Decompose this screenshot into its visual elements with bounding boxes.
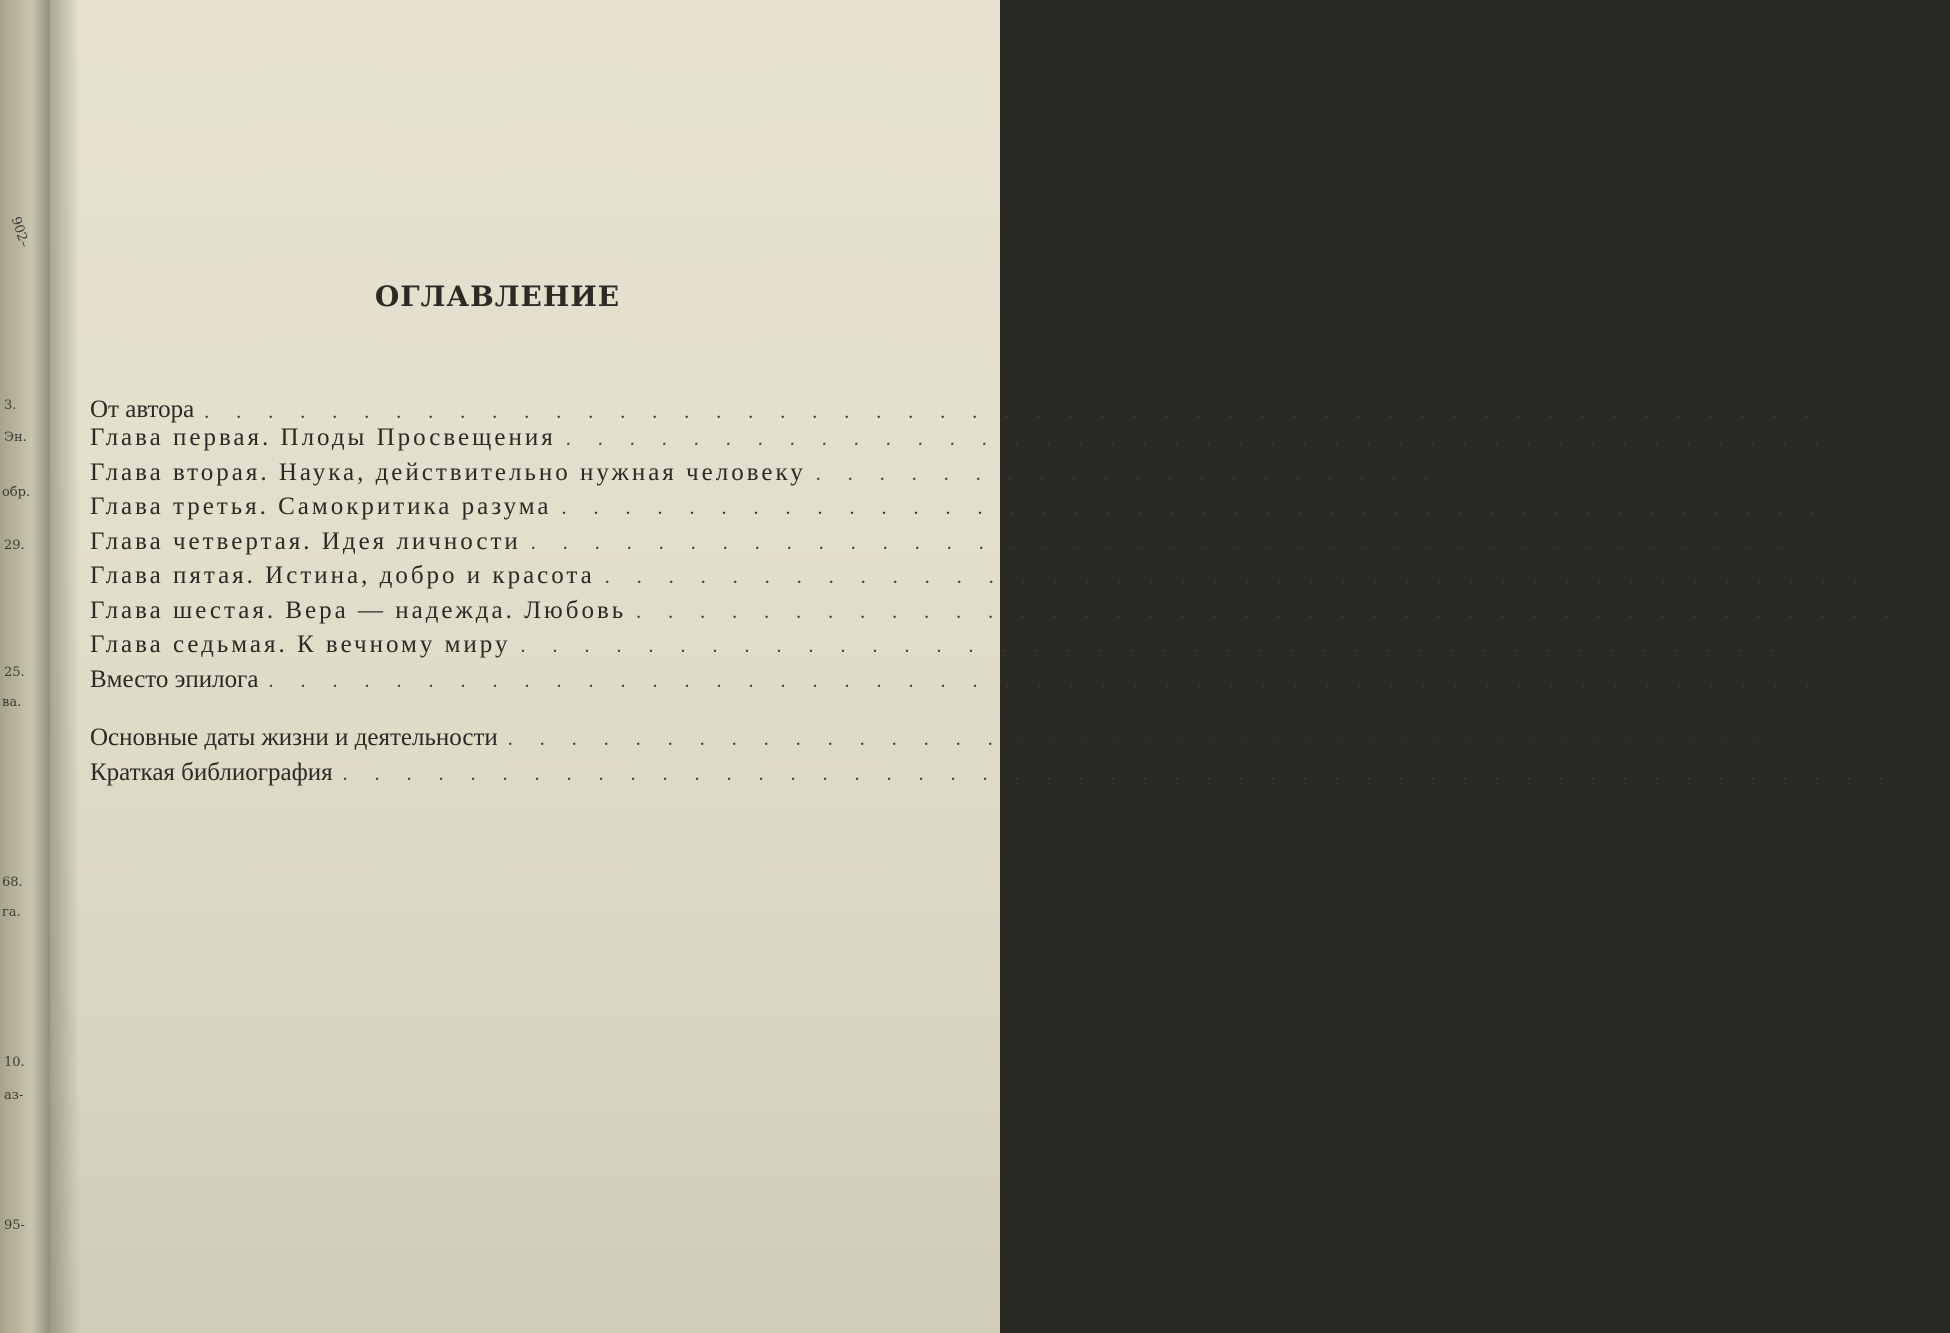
prev-page-fragment: 29. [4, 538, 25, 553]
toc-entry-label: Глава третья. Самокритика разума [90, 493, 552, 520]
prev-page-fragment: аз- [4, 1088, 24, 1103]
prev-page-fragment: обр. [2, 485, 31, 500]
toc-leader-dots: . . . . . . . . . . . . . . . . . . . . . . . . . . . . . . . . . . . . . . . . [604, 566, 1869, 588]
previous-page-edge [0, 0, 52, 1333]
prev-page-fragment: 95- [4, 1218, 25, 1233]
toc-page-number: 5 [1857, 372, 1871, 399]
toc-page-number: 278 [1832, 665, 1871, 693]
page-title: ОГЛАВЛЕНИЕ [374, 280, 621, 313]
prev-page-fragment: ва. [2, 695, 22, 710]
toc-entry-label: Глава пятая. Истина, добро и красота [90, 562, 595, 589]
toc-leader-dots: . . . . . . . . . . . . . . . . . . . . . . . . . . . . . . . . . . . . . . . . [520, 635, 1785, 657]
prev-page-fragment: Эн. [4, 430, 27, 445]
toc-entry [90, 665, 1871, 701]
toc-entry [90, 493, 1876, 528]
prev-page-fragment: 3. [4, 398, 17, 413]
toc-entry [90, 758, 1945, 794]
prev-page-fragment: 68. [2, 875, 23, 890]
toc-entry-label: Глава первая. Плоды Просвещения [90, 424, 556, 451]
prev-page-fragment: 25. [4, 665, 25, 680]
toc-leader-dots: . . . . . . . . . . . . . . . . . . . . . . . . . . . . . . . . . . . . . . . . . . . . . . . . . . . [204, 401, 1821, 423]
toc-entry [90, 424, 1880, 459]
toc-page-number: 137 [1807, 527, 1845, 555]
toc-page-number: 235 [1796, 631, 1835, 658]
table-of-contents [90, 372, 1950, 793]
toc-entry [90, 631, 1835, 666]
toc-leader-dots: . . . . . . . . . . . . . . . . . . . . . . . . . . . . . . . . . . . . . . . . [507, 728, 1772, 750]
toc-leader-dots: . . . . . . . . . . . . . . . . . . . . . . . . . . . . . . . . . . . . . . . . [561, 497, 1826, 519]
gutter-shadow [50, 0, 80, 1333]
toc-page-number: 299 [1784, 724, 1822, 751]
toc-entry-label: Глава вторая. Наука, действительно нужная человеку [90, 458, 806, 486]
toc-leader-dots: . . . . . . . . . . . . . . . . . . . . . . . . . . . . . . . . . . . . . . . . [636, 600, 1901, 623]
prev-page-fragment: 902– [7, 215, 32, 250]
toc-leader-dots: . . . . . . . . . . . . . . . . . . . . . . . . . . . . . . . . . . . . . . . . . . . . . . . . . [342, 762, 1895, 785]
toc-entry-label: Глава четвертая. Идея личности [90, 527, 521, 555]
toc-entry [90, 527, 1845, 563]
toc-page-number: 47 [1464, 458, 1490, 486]
prev-page-fragment: 10. [4, 1055, 25, 1070]
toc-leader-dots: . . . . . . . . . . . . . . . . . . . . . . . . . . . . . . . . . . . . . . . . [530, 531, 1795, 554]
toc-entry-label: Основные даты жизни и деятельности [90, 724, 498, 751]
toc-entry-label: Вместо эпилога [90, 665, 259, 693]
toc-page-number: 302 [1907, 758, 1945, 786]
toc-entry [90, 596, 1950, 632]
toc-leader-dots: . . . . . . . . . . . . . . . . . . . . . . . . . . . . . . . . . . . . . . . . [565, 428, 1830, 450]
toc-page-number: 92 [1850, 493, 1876, 520]
toc-page-number: 173 [1881, 562, 1919, 589]
toc-entry [90, 724, 1822, 759]
toc-entry [90, 372, 1871, 424]
toc-entry-label: От автора [90, 396, 195, 423]
toc-page-number: 206 [1912, 596, 1950, 624]
toc-leader-dots: . . . . . . . . . . . . . . . . . . . . . . . . . . . . . . . . . . . . . . . . . . . . . . . . . [268, 669, 1821, 692]
toc-page-number: 7 [1867, 424, 1880, 451]
toc-entry [90, 458, 1490, 494]
toc-entry-label: Глава шестая. Вера — надежда. Любовь [90, 596, 627, 624]
section-gap [90, 700, 945, 724]
prev-page-fragment: га. [2, 905, 21, 920]
toc-entry [90, 562, 1919, 597]
toc-entry-label: Краткая библиография [90, 758, 333, 786]
toc-entry-label: Глава седьмая. К вечному миру [90, 631, 511, 658]
toc-leader-dots: . . . . . . . . . . . . . . . . . . . . [815, 462, 1440, 485]
